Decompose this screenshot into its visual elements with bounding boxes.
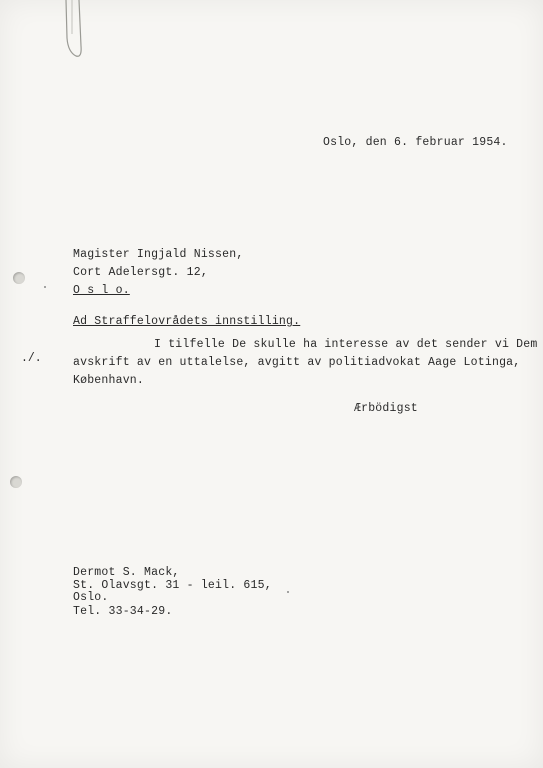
subject-line: Ad Straffelovrådets innstilling. — [73, 315, 301, 328]
recipient-street: Cort Adelersgt. 12, — [73, 266, 208, 279]
recipient-name: Magister Ingjald Nissen, — [73, 248, 244, 261]
body-line-1: I tilfelle De skulle ha interesse av det sender vi Dem — [154, 338, 538, 351]
margin-enclosure-mark: ./. — [21, 352, 42, 365]
body-line-3: København. — [73, 374, 145, 387]
sender-address: St. Olavsgt. 31 - leil. 615, — [73, 579, 272, 592]
punch-hole-upper — [13, 272, 25, 284]
body-line-2: avskrift av en uttalelse, avgitt av politiadvokat Aage Lotinga, — [73, 356, 521, 369]
sender-phone: Tel. 33-34-29. — [73, 605, 173, 618]
recipient-city: O s l o. — [73, 284, 130, 297]
sender-city: Oslo. — [73, 591, 109, 604]
paper-speck — [287, 591, 289, 593]
punch-hole-lower — [10, 476, 22, 488]
sender-name: Dermot S. Mack, — [73, 566, 180, 579]
closing-salutation: Ærbödigst — [354, 402, 418, 415]
paper-speck — [44, 286, 46, 288]
dateline: Oslo, den 6. februar 1954. — [323, 136, 508, 149]
paper-clip-mark — [62, 0, 86, 62]
